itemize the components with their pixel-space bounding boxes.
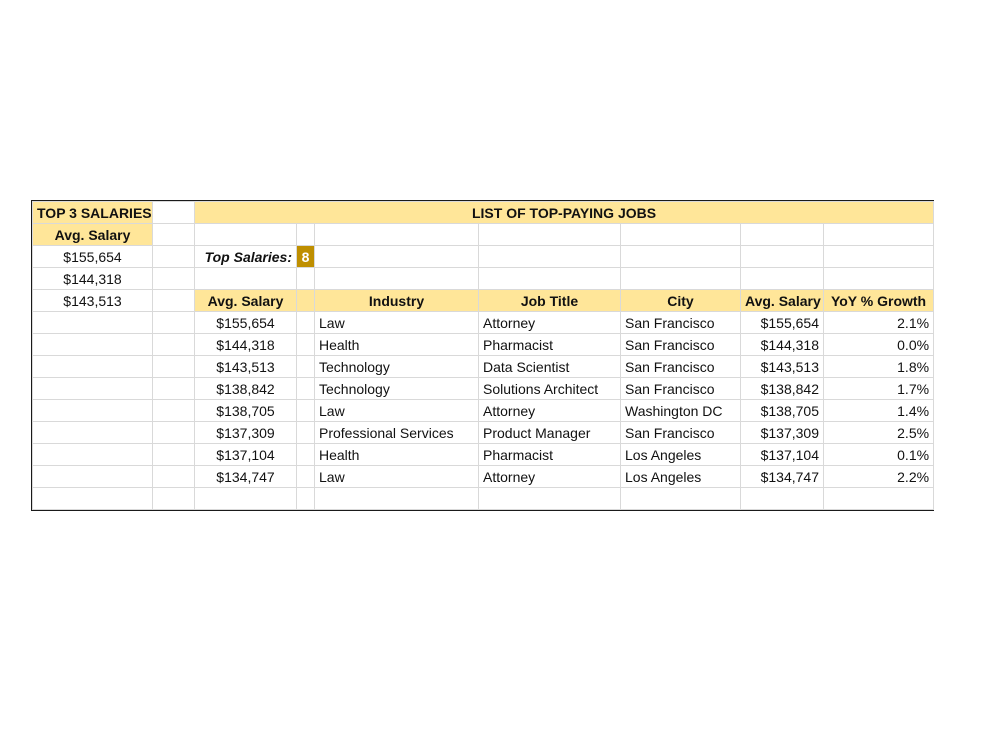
cell-rank-salary[interactable]: $138,705 xyxy=(195,400,297,422)
empty-cell[interactable] xyxy=(621,246,741,268)
sheet-row xyxy=(33,246,934,268)
cell-city[interactable]: San Francisco xyxy=(621,334,741,356)
cell-industry[interactable]: Technology xyxy=(315,378,479,400)
cell-rank-salary[interactable]: $137,104 xyxy=(195,444,297,466)
cell-yoy[interactable]: 1.8% xyxy=(824,356,934,378)
empty-cell[interactable] xyxy=(479,268,621,290)
cell-industry[interactable]: Law xyxy=(315,312,479,334)
col-header-spacer xyxy=(297,290,315,312)
empty-cell[interactable] xyxy=(153,202,195,224)
empty-cell[interactable] xyxy=(824,268,934,290)
cell-rank-salary[interactable]: $138,842 xyxy=(195,378,297,400)
col-header-rank-salary: Avg. Salary xyxy=(195,290,297,312)
cell-city[interactable]: San Francisco xyxy=(621,422,741,444)
cell-industry[interactable]: Law xyxy=(315,400,479,422)
cell-yoy[interactable]: 0.0% xyxy=(824,334,934,356)
cell-rank-salary[interactable]: $137,309 xyxy=(195,422,297,444)
cell-city[interactable]: Washington DC xyxy=(621,400,741,422)
cell-job-title[interactable]: Solutions Architect xyxy=(479,378,621,400)
empty-cell[interactable] xyxy=(153,312,195,334)
empty-cell[interactable] xyxy=(297,334,315,356)
cell-rank-salary[interactable]: $143,513 xyxy=(195,356,297,378)
empty-cell[interactable] xyxy=(153,422,195,444)
salary-grid xyxy=(32,201,934,510)
empty-cell[interactable] xyxy=(153,334,195,356)
empty-cell[interactable] xyxy=(153,224,195,246)
cell-job-title[interactable]: Pharmacist xyxy=(479,334,621,356)
cell-job-title[interactable]: Attorney xyxy=(479,400,621,422)
empty-cell[interactable] xyxy=(153,444,195,466)
table-row xyxy=(33,312,934,334)
empty-cell[interactable] xyxy=(195,224,297,246)
empty-cell[interactable] xyxy=(33,312,153,334)
cell-avg-salary[interactable]: $155,654 xyxy=(741,312,824,334)
col-header-yoy: YoY % Growth xyxy=(824,290,934,312)
empty-cell[interactable] xyxy=(315,488,479,510)
sheet-row xyxy=(33,268,934,290)
table-row xyxy=(33,466,934,488)
empty-cell[interactable] xyxy=(297,378,315,400)
cell-yoy[interactable]: 0.1% xyxy=(824,444,934,466)
table-row xyxy=(33,400,934,422)
empty-cell[interactable] xyxy=(153,488,195,510)
cell-job-title[interactable]: Pharmacist xyxy=(479,444,621,466)
empty-cell[interactable] xyxy=(153,378,195,400)
table-row xyxy=(33,422,934,444)
cell-industry[interactable]: Law xyxy=(315,466,479,488)
empty-cell[interactable] xyxy=(297,356,315,378)
cell-avg-salary[interactable]: $138,705 xyxy=(741,400,824,422)
empty-cell[interactable] xyxy=(33,356,153,378)
empty-cell[interactable] xyxy=(621,268,741,290)
empty-cell[interactable] xyxy=(479,488,621,510)
empty-cell[interactable] xyxy=(297,312,315,334)
cell-job-title[interactable]: Attorney xyxy=(479,312,621,334)
empty-cell[interactable] xyxy=(621,488,741,510)
empty-cell[interactable] xyxy=(824,488,934,510)
cell-avg-salary[interactable]: $138,842 xyxy=(741,378,824,400)
list-title: LIST OF TOP-PAYING JOBS xyxy=(195,202,934,224)
empty-cell[interactable] xyxy=(297,224,315,246)
sheet-row xyxy=(33,224,934,246)
empty-cell[interactable] xyxy=(741,268,824,290)
cell-industry[interactable]: Professional Services xyxy=(315,422,479,444)
empty-cell[interactable] xyxy=(33,400,153,422)
empty-cell[interactable] xyxy=(315,246,479,268)
empty-cell[interactable] xyxy=(195,268,297,290)
cell-yoy[interactable]: 2.5% xyxy=(824,422,934,444)
empty-cell[interactable] xyxy=(33,422,153,444)
sheet-row xyxy=(33,488,934,510)
empty-cell[interactable] xyxy=(33,488,153,510)
top3-value[interactable]: $144,318 xyxy=(33,268,153,290)
empty-cell[interactable] xyxy=(153,356,195,378)
empty-cell[interactable] xyxy=(741,488,824,510)
cell-yoy[interactable]: 1.7% xyxy=(824,378,934,400)
top3-value[interactable]: $155,654 xyxy=(33,246,153,268)
cell-job-title[interactable]: Data Scientist xyxy=(479,356,621,378)
empty-cell[interactable] xyxy=(297,268,315,290)
col-header-job-title: Job Title xyxy=(479,290,621,312)
cell-yoy[interactable]: 2.2% xyxy=(824,466,934,488)
cell-job-title[interactable]: Product Manager xyxy=(479,422,621,444)
empty-cell[interactable] xyxy=(824,224,934,246)
top-salaries-count-input[interactable]: 8 xyxy=(297,246,315,268)
empty-cell[interactable] xyxy=(479,224,621,246)
top-salaries-label: Top Salaries: xyxy=(195,246,297,268)
cell-rank-salary[interactable]: $155,654 xyxy=(195,312,297,334)
empty-cell[interactable] xyxy=(297,444,315,466)
cell-city[interactable]: San Francisco xyxy=(621,378,741,400)
cell-avg-salary[interactable]: $143,513 xyxy=(741,356,824,378)
cell-industry[interactable]: Health xyxy=(315,444,479,466)
top3-value[interactable]: $143,513 xyxy=(33,290,153,312)
empty-cell[interactable] xyxy=(297,466,315,488)
column-header-row xyxy=(33,290,934,312)
empty-cell[interactable] xyxy=(153,268,195,290)
empty-cell[interactable] xyxy=(153,466,195,488)
col-header-avg-salary: Avg. Salary xyxy=(741,290,824,312)
cell-yoy[interactable]: 1.4% xyxy=(824,400,934,422)
cell-avg-salary[interactable]: $137,104 xyxy=(741,444,824,466)
empty-cell[interactable] xyxy=(153,290,195,312)
table-row xyxy=(33,356,934,378)
empty-cell[interactable] xyxy=(741,224,824,246)
cell-city[interactable]: San Francisco xyxy=(621,312,741,334)
cell-city[interactable]: San Francisco xyxy=(621,356,741,378)
col-header-city: City xyxy=(621,290,741,312)
empty-cell[interactable] xyxy=(315,224,479,246)
header-row xyxy=(33,202,934,224)
cell-rank-salary[interactable]: $144,318 xyxy=(195,334,297,356)
cell-industry[interactable]: Health xyxy=(315,334,479,356)
empty-cell[interactable] xyxy=(479,246,621,268)
table-row xyxy=(33,334,934,356)
cell-avg-salary[interactable]: $144,318 xyxy=(741,334,824,356)
empty-cell[interactable] xyxy=(153,246,195,268)
top3-header: Avg. Salary xyxy=(33,224,153,246)
empty-cell[interactable] xyxy=(297,400,315,422)
empty-cell[interactable] xyxy=(33,378,153,400)
cell-city[interactable]: Los Angeles xyxy=(621,466,741,488)
top3-title: TOP 3 SALARIES xyxy=(33,202,153,224)
empty-cell[interactable] xyxy=(297,488,315,510)
empty-cell[interactable] xyxy=(824,246,934,268)
empty-cell[interactable] xyxy=(33,334,153,356)
empty-cell[interactable] xyxy=(153,400,195,422)
empty-cell[interactable] xyxy=(741,246,824,268)
empty-cell[interactable] xyxy=(33,466,153,488)
empty-cell[interactable] xyxy=(195,488,297,510)
cell-industry[interactable]: Technology xyxy=(315,356,479,378)
cell-avg-salary[interactable]: $134,747 xyxy=(741,466,824,488)
cell-yoy[interactable]: 2.1% xyxy=(824,312,934,334)
empty-cell[interactable] xyxy=(33,444,153,466)
col-header-industry: Industry xyxy=(315,290,479,312)
table-row xyxy=(33,378,934,400)
table-row xyxy=(33,444,934,466)
cell-avg-salary[interactable]: $137,309 xyxy=(741,422,824,444)
cell-rank-salary[interactable]: $134,747 xyxy=(195,466,297,488)
empty-cell[interactable] xyxy=(315,268,479,290)
spreadsheet-range xyxy=(31,200,934,511)
empty-cell[interactable] xyxy=(297,422,315,444)
cell-job-title[interactable]: Attorney xyxy=(479,466,621,488)
empty-cell[interactable] xyxy=(621,224,741,246)
cell-city[interactable]: Los Angeles xyxy=(621,444,741,466)
